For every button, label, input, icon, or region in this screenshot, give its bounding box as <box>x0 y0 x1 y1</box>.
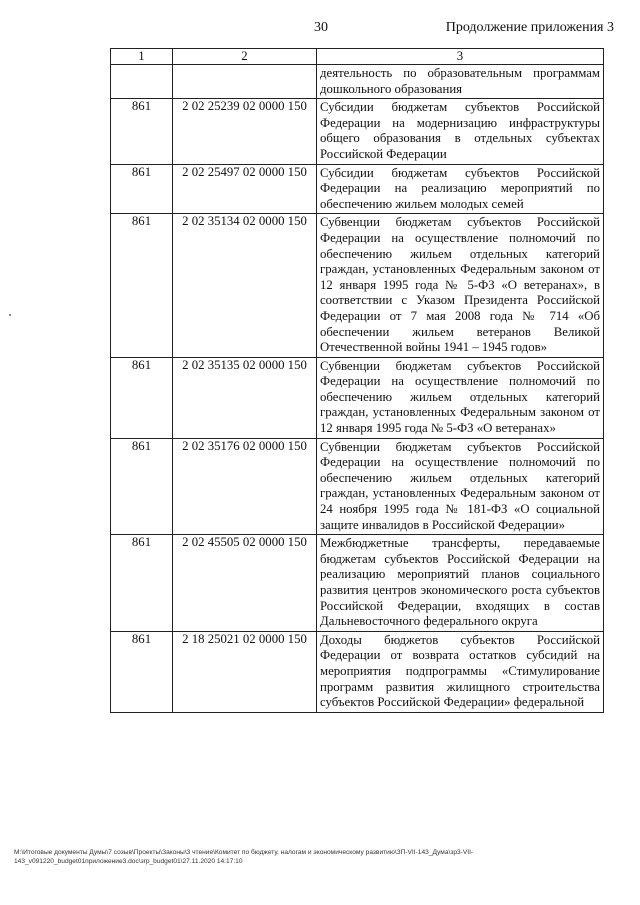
revenue-description-cell: Субсидии бюджетам субъектов Российской Федерации на модернизацию инфраструктуры общего образования в отдельных субъектах Российской Федерации <box>317 99 604 164</box>
table-row <box>111 357 604 438</box>
page-number: 30 <box>314 20 328 35</box>
table-row <box>111 631 604 712</box>
revenue-description-cell: Субвенции бюджетам субъектов Российской Федерации на осуществление полномочий по обеспечению жильем отдельных категорий граждан, установленных Федеральным законом от 12 января 1995 года № 5-ФЗ «О ветеранах», в соответствии с Указом Президента Российской Федерации от 7 мая 2008 года № 714 «Об обеспечении жильем ветеранов Великой Отечественной войны 1941 – 1945 годов» <box>317 214 604 357</box>
column-number-row <box>111 49 604 65</box>
table-row <box>111 214 604 357</box>
budget-classification-code-cell: 2 18 25021 02 0000 150 <box>173 631 317 712</box>
budget-classification-code-cell: 2 02 45505 02 0000 150 <box>173 535 317 632</box>
column-number-3: 3 <box>317 49 604 65</box>
scan-speck <box>9 314 11 316</box>
revenue-description-cell: Субсидии бюджетам субъектов Российской Федерации на реализацию мероприятий по обеспечению жильем молодых семей <box>317 164 604 214</box>
table-row <box>111 99 604 164</box>
revenue-description-cell: Субвенции бюджетам субъектов Российской Федерации на осуществление полномочий по обеспечению жильем отдельных категорий граждан, установленных Федеральным законом от 24 ноября 1995 года № 181-ФЗ «О социальной защите инвалидов в Российской Федерации» <box>317 438 604 535</box>
column-number-1: 1 <box>111 49 173 65</box>
budget-classification-code-cell: 2 02 35176 02 0000 150 <box>173 438 317 535</box>
budget-classification-code-cell: 2 02 35134 02 0000 150 <box>173 214 317 357</box>
admin-code-cell: 861 <box>111 357 173 438</box>
table-row <box>111 164 604 214</box>
budget-classification-code-cell: 2 02 25239 02 0000 150 <box>173 99 317 164</box>
appendix-continuation-note: Продолжение приложения 3 <box>445 20 614 35</box>
column-number-2: 2 <box>173 49 317 65</box>
budget-classification-code-cell <box>173 65 317 99</box>
budget-classification-code-cell: 2 02 25497 02 0000 150 <box>173 164 317 214</box>
table-row <box>111 65 604 99</box>
admin-code-cell <box>111 65 173 99</box>
admin-code-cell: 861 <box>111 99 173 164</box>
revenue-description-cell: Доходы бюджетов субъектов Российской Федерации от возврата остатков субсидий на мероприятия подпрограммы «Стимулирование программ развития жилищного строительства субъектов Российской Федерации» федеральной <box>317 631 604 712</box>
budget-classification-code-cell: 2 02 35135 02 0000 150 <box>173 357 317 438</box>
document-file-path: M:\Итоговые документы Думы\7 созыв\Проекты\Законы\3 чтение\Комитет по бюджету, налогам и экономическому развитию\ЗП-VII-143_Дума\зр3-VII-143_v091220_budget01приложение3.doc\зrp_budget01\27.11.2020 14:17:10 <box>14 849 474 865</box>
admin-code-cell: 861 <box>111 631 173 712</box>
admin-code-cell: 861 <box>111 164 173 214</box>
admin-code-cell: 861 <box>111 214 173 357</box>
revenue-description-cell: Межбюджетные трансферты, передаваемые бюджетам субъектов Российской Федерации на реализацию мероприятий планов социального развития центров экономического роста субъектов Российской Федерации, входящих в состав Дальневосточного федерального округа <box>317 535 604 632</box>
table-row <box>111 438 604 535</box>
revenue-description-cell: Субвенции бюджетам субъектов Российской Федерации на осуществление полномочий по обеспечению жильем отдельных категорий граждан, установленных Федеральным законом от 12 января 1995 года № 5-ФЗ «О ветеранах» <box>317 357 604 438</box>
admin-code-cell: 861 <box>111 535 173 632</box>
admin-code-cell: 861 <box>111 438 173 535</box>
revenue-codes-table <box>110 48 604 713</box>
table-row <box>111 535 604 632</box>
revenue-description-cell: деятельность по образовательным программам дошкольного образования <box>317 65 604 99</box>
